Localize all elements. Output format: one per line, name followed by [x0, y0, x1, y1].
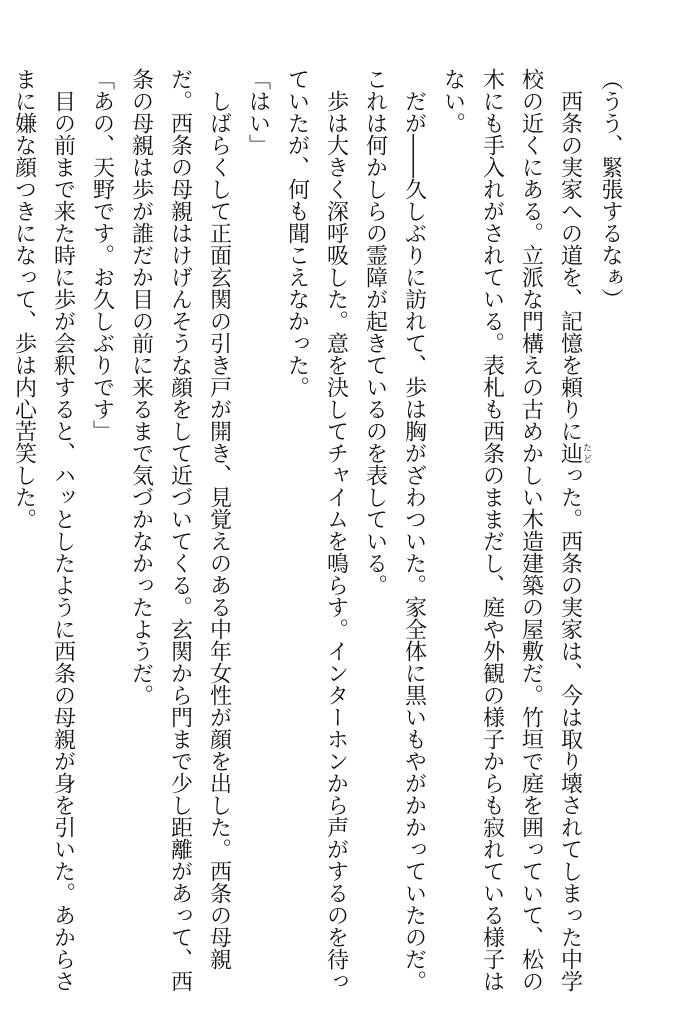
text-line-6: だが――久しぶりに訪れて、歩は胸がざわついた。家全体に黒いもやがかかっていたのだ。 — [401, 68, 427, 992]
text-line-2 — [551, 68, 592, 992]
text-line-8: 歩は大きく深呼吸した。意を決してチャイムを鳴らす。インターホンから声がするのを待っ — [323, 68, 349, 992]
vertical-text-block — [11, 68, 630, 992]
text-line-11: しばらくして正面玄関の引き戸が開き、見覚えのある中年女性が顔を出した。西条の母親 — [206, 68, 232, 970]
text-line-1: （うう、緊張するなぁ） — [598, 68, 623, 310]
text-line-12: だ。西条の母親はけげんそうな顔をして近づいてくる。玄関から門まで少し距離があって、西 — [167, 68, 193, 992]
text-line-4: 木にも手入れがされている。表札も西条のままだし、庭や外観の様子からも寂れている様子は — [479, 68, 505, 992]
text-line-15: 目の前まで来た時に歩が会釈すると、ハッとしたように西条の母親が身を引いた。あからさ — [50, 68, 76, 992]
text-line-5: ない。 — [440, 68, 466, 134]
ruby-base: 辿 — [557, 442, 583, 464]
ruby-annotation — [557, 442, 591, 464]
text-line-14: 「あの、天野です。お久しぶりです」 — [89, 68, 115, 442]
text-line-7: これは何かしらの霊障が起きているのを表している。 — [362, 68, 388, 596]
text-line-13: 条の母親は歩が誰だか目の前に来るまで気づかなかったようだ。 — [128, 68, 154, 706]
text-line-2-end: った。西条の実家は、今は取り壊されてしまった中学 — [557, 464, 583, 992]
text-line-9: ていたが、何も聞こえなかった。 — [284, 68, 310, 398]
text-line-2-start: 西条の実家への道を、記憶を頼りに — [557, 68, 583, 442]
text-line-16: まに嫌な顔つきになって、歩は内心苦笑した。 — [11, 68, 37, 530]
text-line-3: 校の近くにある。立派な門構えの古めかしい木造建築の屋敷だ。竹垣で庭を囲っていて、松の — [518, 68, 544, 992]
text-line-10: 「はい」 — [245, 68, 271, 156]
ruby-reading: たど — [581, 442, 591, 464]
